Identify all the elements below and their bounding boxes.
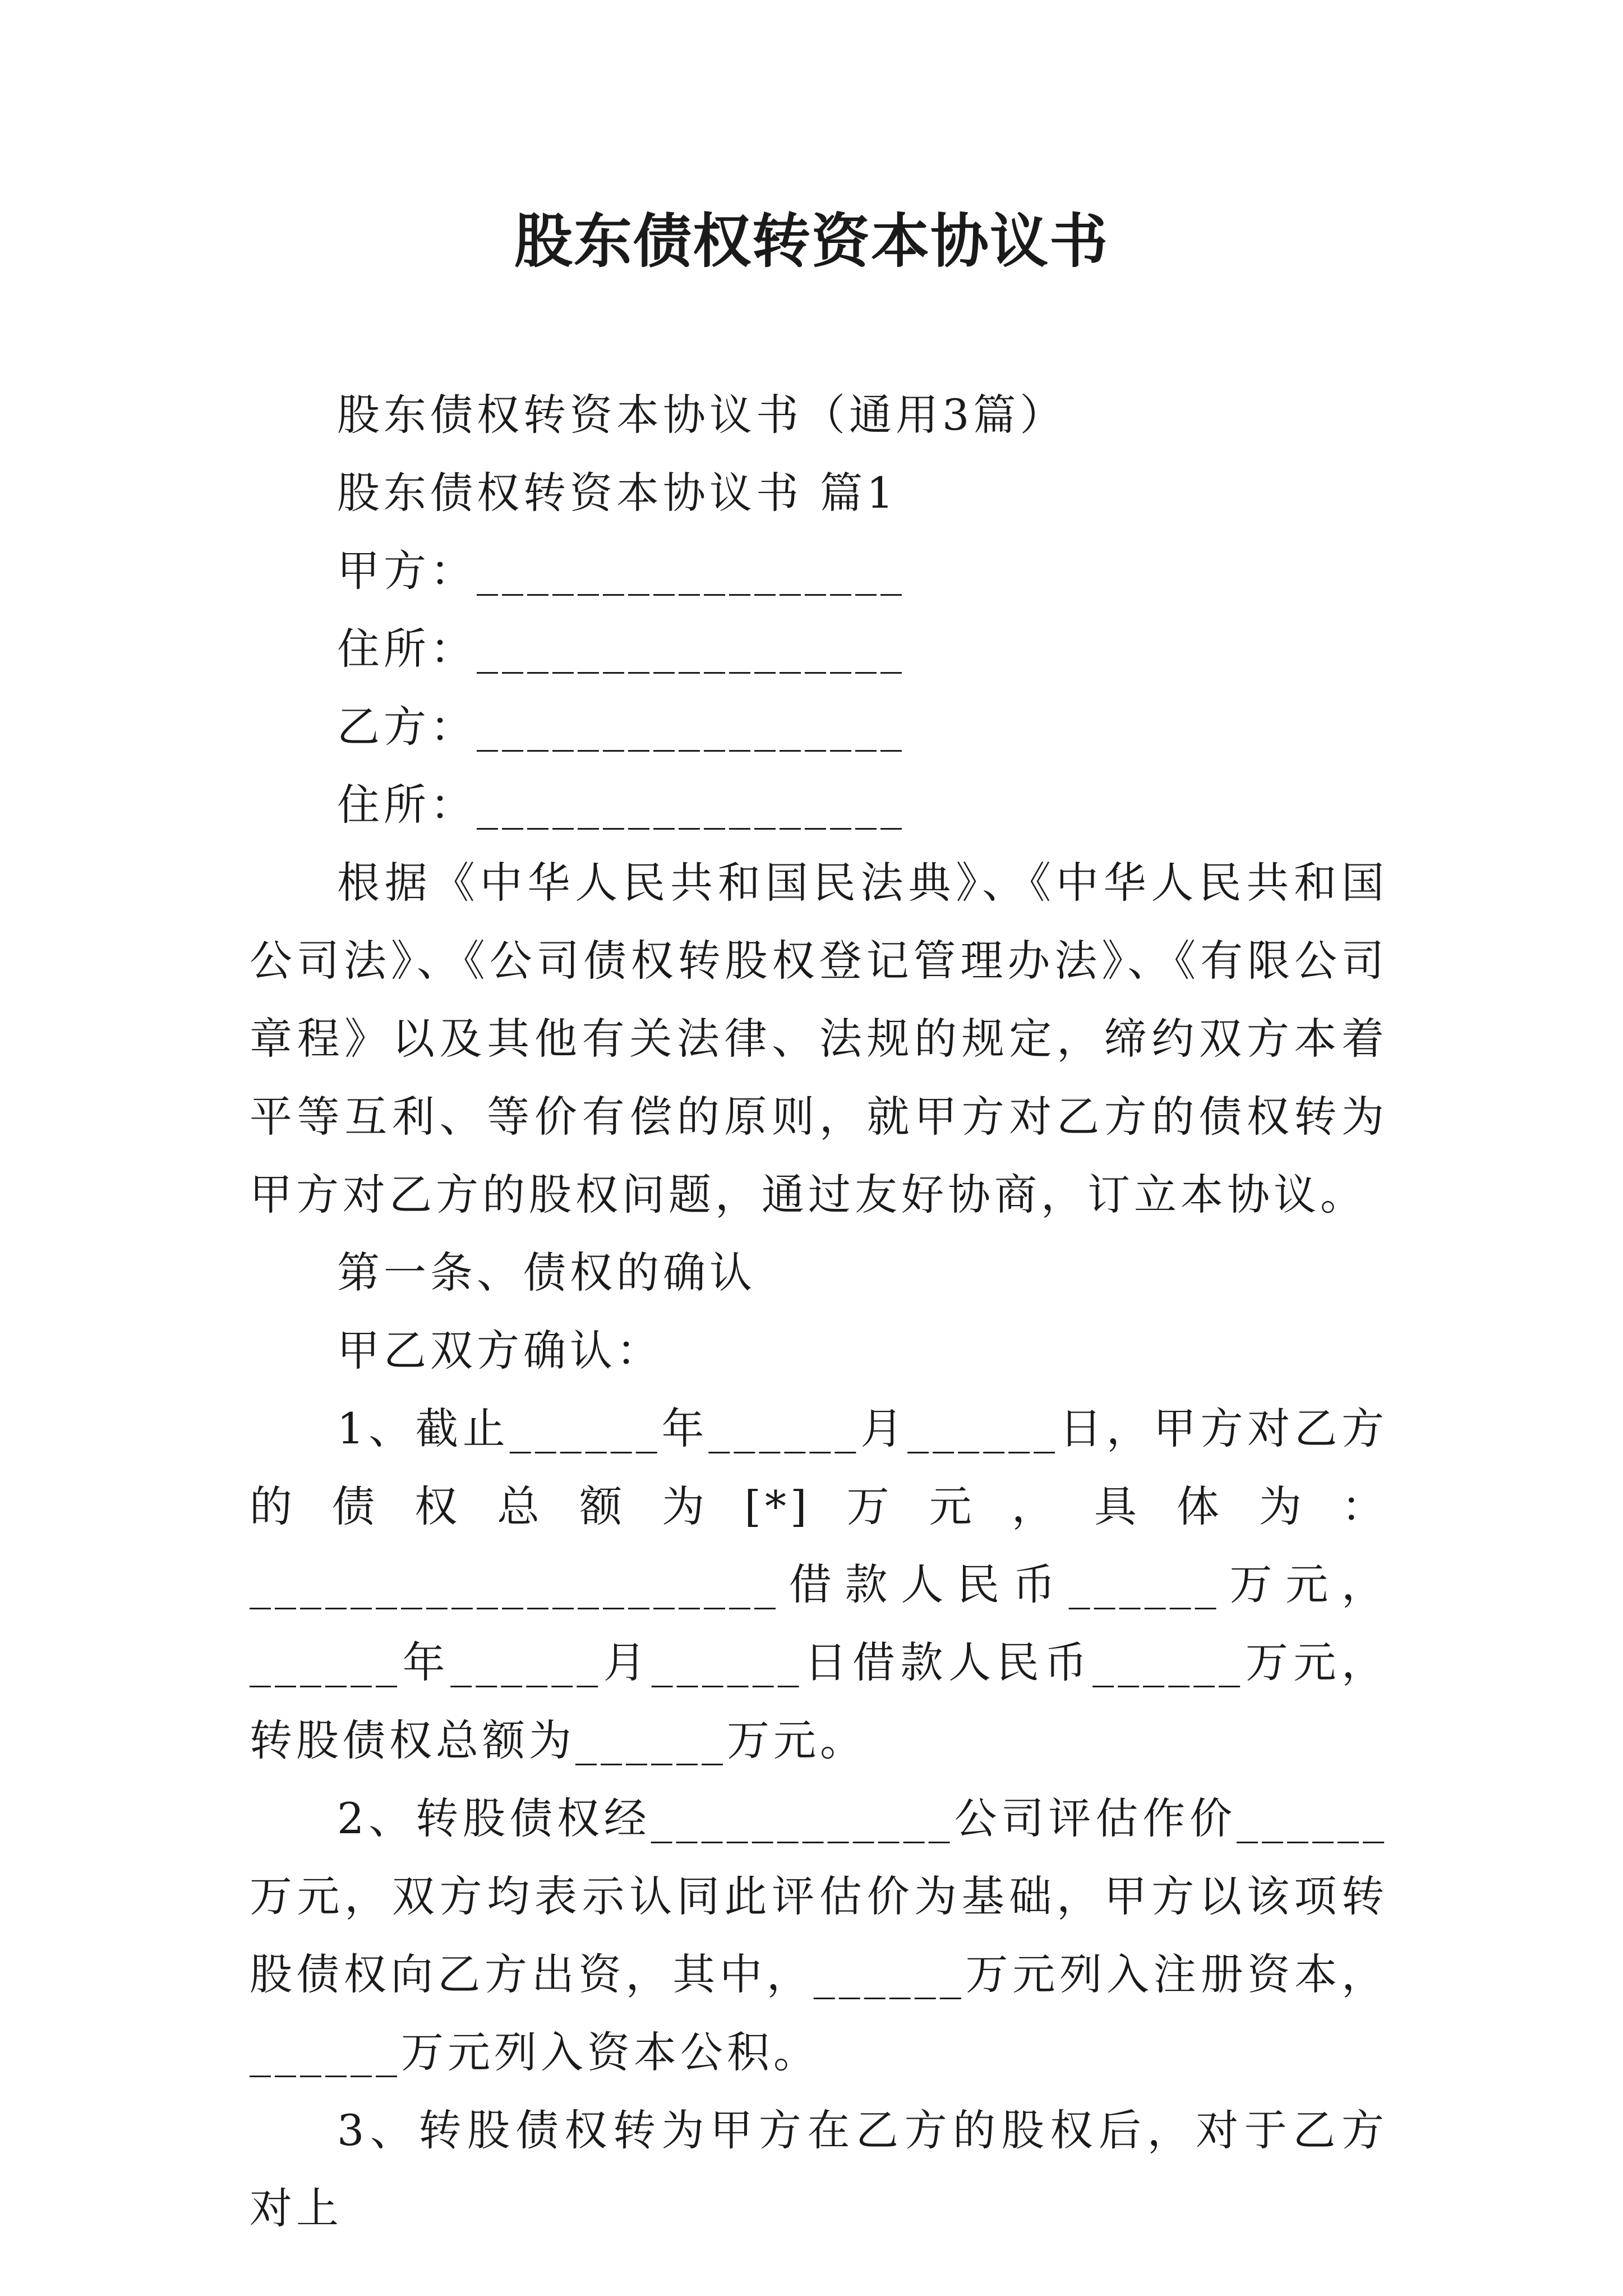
section-heading: 股东债权转资本协议书 篇1 [337, 468, 898, 518]
article-heading: 第一条、债权的确认 [337, 1248, 756, 1297]
document-subtitle: 股东债权转资本协议书（通用3篇） [337, 390, 1067, 440]
clause-2: 2、转股债权经____________公司评估作价______万元，双方均表示认同此评估价为基础，甲方以该项转股债权向乙方出资，其中，______万元列入注册资本，______万元列入资本公积。 [250, 1793, 1388, 2077]
document-title: 股东债权转资本协议书 [514, 206, 1109, 275]
party-b-address-field: 住所：_________________ [337, 780, 906, 830]
preamble-paragraph: 根据《中华人民共和国民法典》、《中华人民共和国公司法》、《公司债权转股权登记管理办法》、《有限公司章程》以及其他有关法律、法规的规定，缔约双方本着平等互利、等价有偿的原则，就甲方对乙方的债权转为甲方对乙方的股权问题，通过友好协商，订立本协议。 [250, 858, 1388, 1220]
confirmation-intro: 甲乙双方确认： [337, 1326, 663, 1375]
document-body [250, 376, 1388, 2247]
party-a-address-field: 住所：_________________ [337, 624, 906, 674]
party-a-field: 甲方：_________________ [337, 546, 906, 596]
clause-1: 1、截止______年______月______日，甲方对乙方的债权总额为[*]万元，具体为：_____________________借款人民币______万元，______年______月______日借款人民币______万元，转股债权总额为______万元。 [250, 1404, 1388, 1765]
party-b-field: 乙方：_________________ [337, 702, 906, 752]
clause-3: 3、转股债权转为甲方在乙方的股权后，对于乙方对上 [250, 2105, 1388, 2233]
